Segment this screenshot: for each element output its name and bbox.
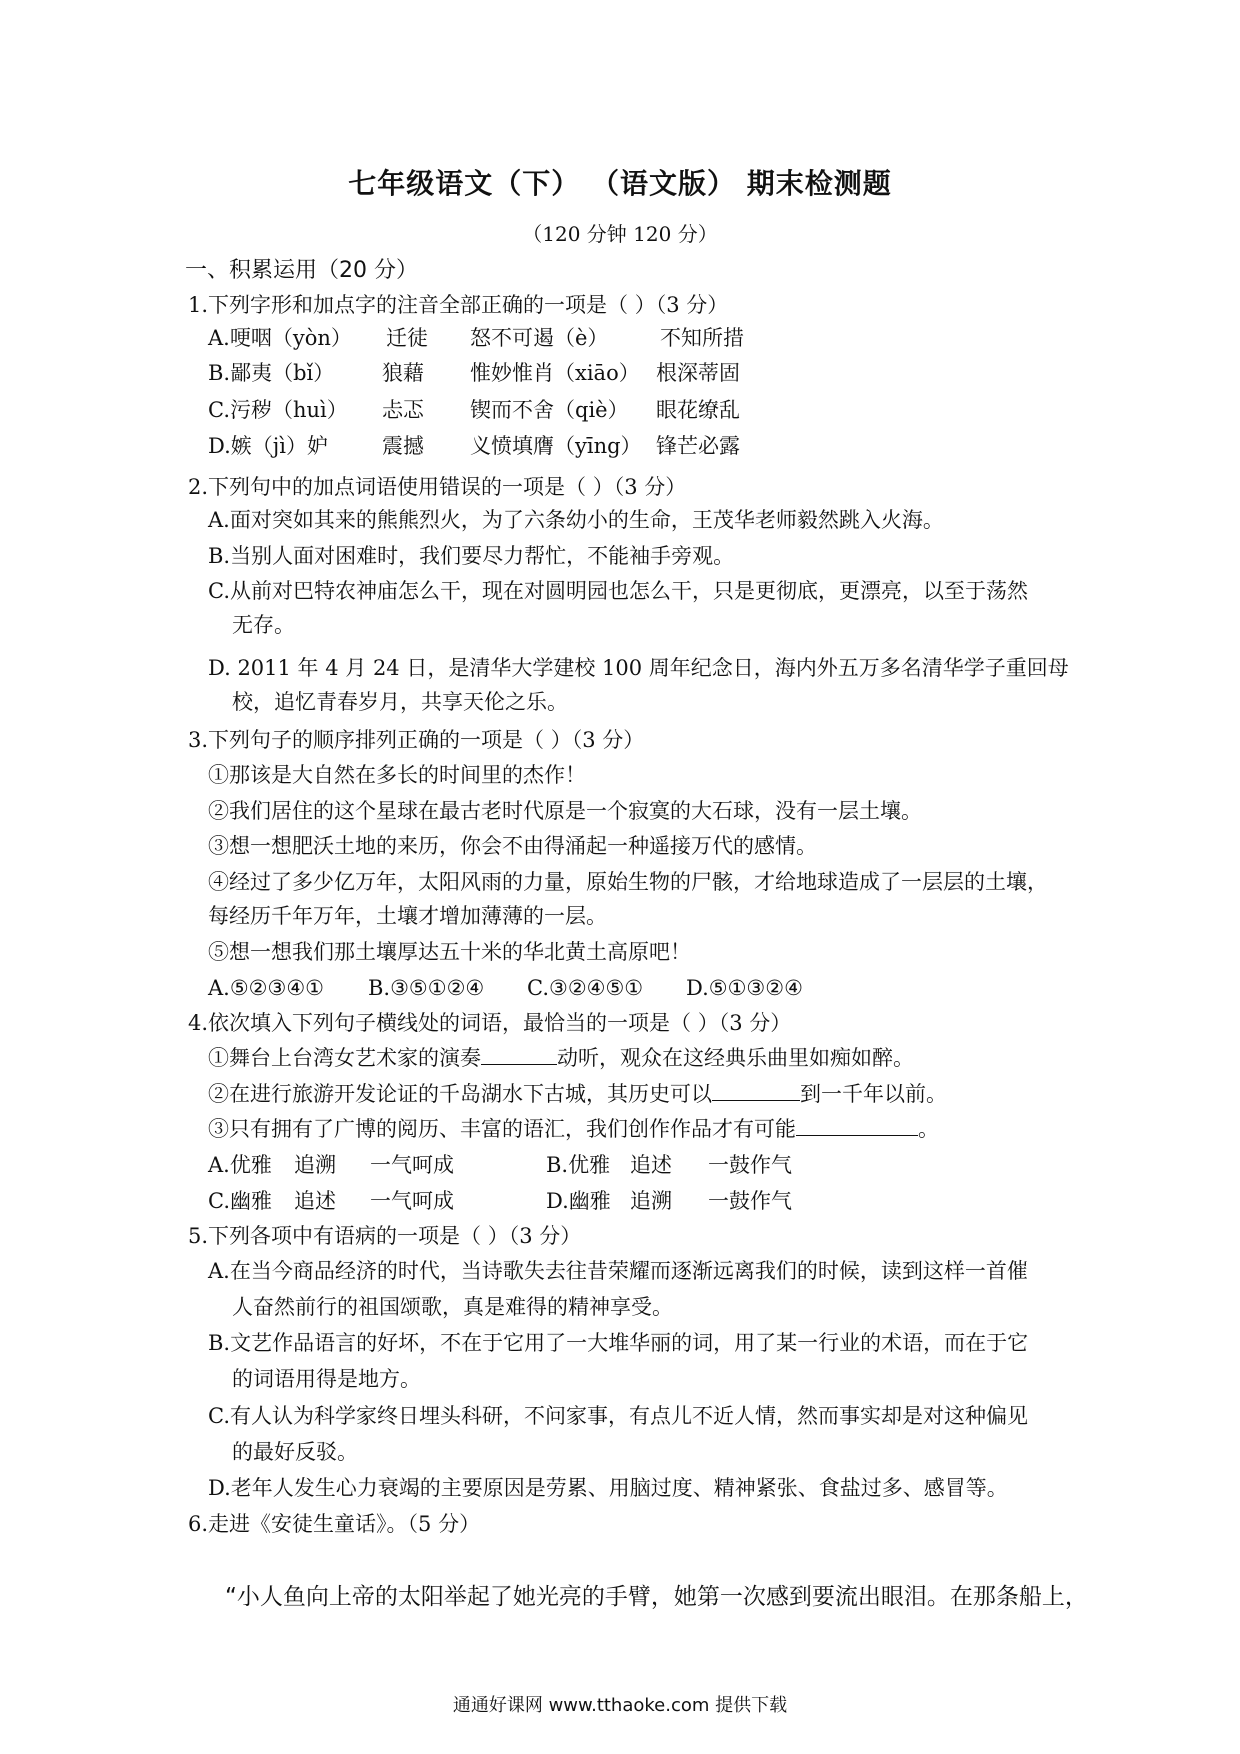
q5-option-d: D.老年人发生心力衰竭的主要原因是劳累、用脑过度、精神紧张、食盐过多、感冒等。 <box>208 1476 1008 1500</box>
q4-option-a-3: 一气呵成 <box>370 1153 454 1177</box>
fill-blank <box>796 1115 918 1136</box>
page-title: 七年级语文（下） （语文版） 期末检测题 <box>348 167 892 200</box>
q1-option-a-2: 迁徒 <box>386 326 428 350</box>
q4-sentence-2-before: ②在进行旅游开发论证的千岛湖水下古城，其历史可以 <box>208 1082 712 1106</box>
q1-option-b-2: 狼藉 <box>382 361 424 385</box>
q3-option-a: A.⑤②③④① <box>208 976 324 1000</box>
q2-option-a: A.面对突如其来的熊熊烈火，为了六条幼小的生命，王茂华老师毅然跳入火海。 <box>208 508 944 532</box>
q4-sentence-3 <box>208 1114 939 1144</box>
q3-sentence-2: ②我们居住的这个星球在最古老时代原是一个寂寞的大石球，没有一层土壤。 <box>208 799 922 823</box>
q1-option-d-2: 震撼 <box>382 434 424 458</box>
question-4-stem: 4.依次填入下列句子横线处的词语，最恰当的一项是（ ）（3 分） <box>188 1011 792 1035</box>
q1-option-c-3: 锲而不舍（qiè） <box>470 398 629 422</box>
q2-option-b: B.当别人面对困难时，我们要尽力帮忙，不能袖手旁观。 <box>208 544 735 568</box>
q3-option-d: D.⑤①③②④ <box>686 976 803 1000</box>
q4-sentence-1 <box>208 1043 914 1073</box>
q2-option-c-line1: C.从前对巴特农神庙怎么干，现在对圆明园也怎么干，只是更彻底，更漂亮，以至于荡然 <box>208 579 1028 603</box>
q4-option-a-2: 追溯 <box>294 1153 336 1177</box>
q3-sentence-1: ①那该是大自然在多长的时间里的杰作！ <box>208 763 586 787</box>
q1-option-a-4: 不知所措 <box>660 326 744 350</box>
q1-option-d-4: 锋芒必露 <box>656 434 740 458</box>
question-6-stem: 6.走进《安徒生童话》。（5 分） <box>188 1512 481 1536</box>
q1-option-a-1: A.哽咽（yòn） <box>208 326 352 350</box>
fill-blank <box>481 1044 557 1065</box>
q4-sentence-1-after: 动听，观众在这经典乐曲里如痴如醉。 <box>557 1046 914 1070</box>
q1-option-b-3: 惟妙惟肖（xiāo） <box>470 361 640 385</box>
question-2-stem: 2.下列句中的加点词语使用错误的一项是（ ）（3 分） <box>188 475 687 499</box>
q3-sentence-5: ⑤想一想我们那土壤厚达五十米的华北黄土高原吧！ <box>208 940 691 964</box>
q4-sentence-2 <box>208 1079 947 1109</box>
q5-option-c-line2: 的最好反驳。 <box>232 1440 358 1464</box>
section-heading: 一、积累运用（20 分） <box>185 258 418 283</box>
question-1-stem: 1.下列字形和加点字的注音全部正确的一项是（ ）（3 分） <box>188 293 729 317</box>
q4-option-b-2: 追述 <box>630 1153 672 1177</box>
q3-sentence-4-line2: 每经历千年万年，土壤才增加薄薄的一层。 <box>208 904 607 928</box>
q1-option-d-1: D.嫉（jì）妒 <box>208 434 328 458</box>
q4-sentence-3-after: 。 <box>918 1117 939 1141</box>
q4-option-d-1: D.幽雅 <box>546 1189 611 1213</box>
q4-option-a-1: A.优雅 <box>208 1153 272 1177</box>
q6-passage: “小人鱼向上帝的太阳举起了她光亮的手臂，她第一次感到要流出眼泪。在那条船上， <box>225 1584 1088 1610</box>
footer-download-note: 通通好课网 www.tthaoke.com 提供下载 <box>452 1695 788 1716</box>
q5-option-b-line1: B.文艺作品语言的好坏，不在于它用了一大堆华丽的词，用了某一行业的术语，而在于它 <box>208 1331 1029 1355</box>
question-5-stem: 5.下列各项中有语病的一项是（ ）（3 分） <box>188 1224 582 1248</box>
q4-option-d-3: 一鼓作气 <box>708 1189 792 1213</box>
q1-option-d-3: 义愤填膺（yīng） <box>470 434 642 458</box>
q1-option-b-4: 根深蒂固 <box>656 361 740 385</box>
q1-option-c-2: 忐忑 <box>382 398 424 422</box>
q4-sentence-1-before: ①舞台上台湾女艺术家的演奏 <box>208 1046 481 1070</box>
q1-option-c-4: 眼花缭乱 <box>656 398 740 422</box>
q4-option-c-2: 追述 <box>294 1189 336 1213</box>
q3-sentence-3: ③想一想肥沃土地的来历，你会不由得涌起一种遥接万代的感情。 <box>208 834 817 858</box>
q4-sentence-3-before: ③只有拥有了广博的阅历、丰富的语汇，我们创作作品才有可能 <box>208 1117 796 1141</box>
q5-option-a-line2: 人奋然前行的祖国颂歌，真是难得的精神享受。 <box>232 1295 673 1319</box>
q2-option-d-line2: 校，追忆青春岁月，共享天伦之乐。 <box>232 690 568 714</box>
q1-option-a-3: 怒不可遏（è） <box>470 326 609 350</box>
q5-option-b-line2: 的词语用得是地方。 <box>232 1367 421 1391</box>
q4-option-b-1: B.优雅 <box>546 1153 611 1177</box>
q4-option-d-2: 追溯 <box>630 1189 672 1213</box>
q2-option-d-line1: D. 2011 年 4 月 24 日，是清华大学建校 100 周年纪念日，海内外五万多名清华学子重回母 <box>208 656 1069 680</box>
q2-option-c-line2: 无存。 <box>232 613 295 637</box>
q4-sentence-2-after: 到一千年以前。 <box>800 1082 947 1106</box>
q5-option-a-line1: A.在当今商品经济的时代，当诗歌失去往昔荣耀而逐渐远离我们的时候，读到这样一首催 <box>208 1259 1028 1283</box>
q1-option-c-1: C.污秽（huì） <box>208 398 348 422</box>
q3-sentence-4-line1: ④经过了多少亿万年，太阳风雨的力量，原始生物的尸骸，才给地球造成了一层层的土壤， <box>208 870 1048 894</box>
q3-option-b: B.③⑤①②④ <box>368 976 485 1000</box>
q5-option-c-line1: C.有人认为科学家终日埋头科研，不问家事，有点儿不近人情，然而事实却是对这种偏见 <box>208 1404 1028 1428</box>
q1-option-b-1: B.鄙夷（bǐ） <box>208 361 335 385</box>
fill-blank <box>712 1080 800 1101</box>
exam-duration-score: （120 分钟 120 分） <box>522 222 718 246</box>
question-3-stem: 3.下列句子的顺序排列正确的一项是（ ）（3 分） <box>188 728 645 752</box>
q4-option-b-3: 一鼓作气 <box>708 1153 792 1177</box>
q3-option-c: C.③②④⑤① <box>527 976 644 1000</box>
q4-option-c-1: C.幽雅 <box>208 1189 272 1213</box>
q4-option-c-3: 一气呵成 <box>370 1189 454 1213</box>
